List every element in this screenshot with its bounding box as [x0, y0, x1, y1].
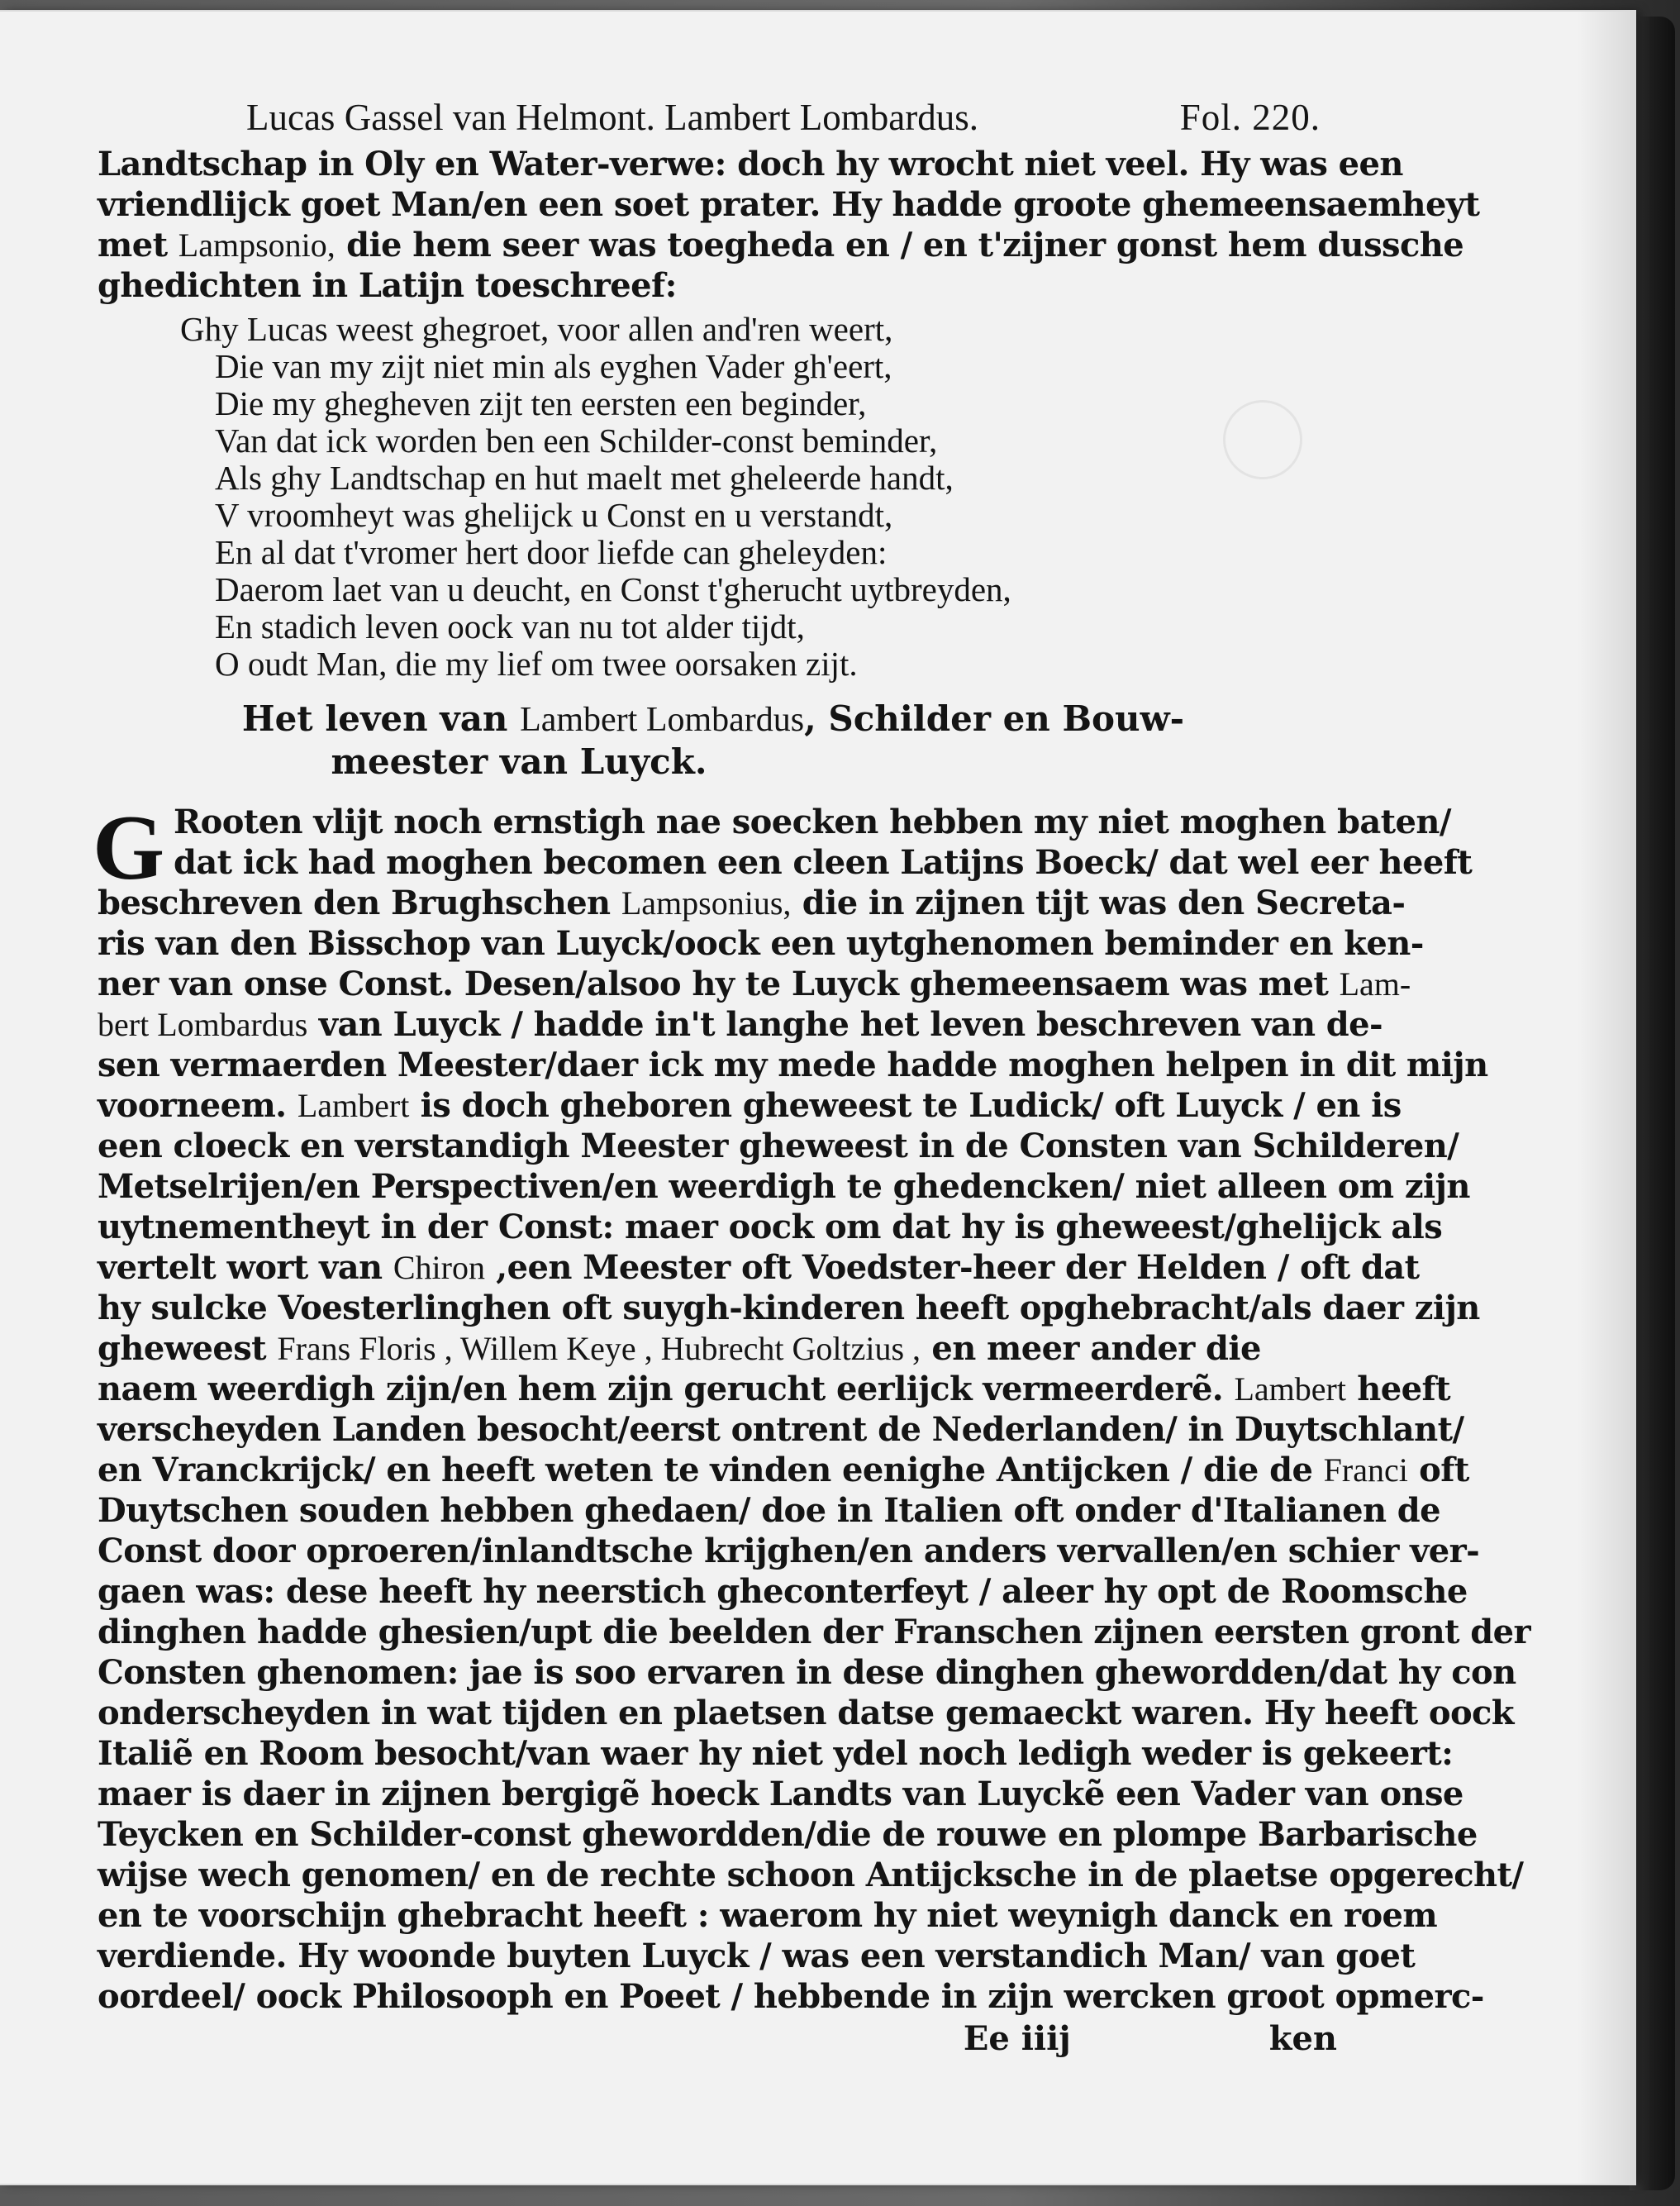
blackletter-text: oordeel/ oock Philosooph en Poeet / hebbende in zijn wercken groot opmerc-	[98, 1977, 1484, 2016]
body-line	[98, 1126, 1459, 1166]
body-line	[98, 964, 1411, 1004]
body-line	[98, 1450, 1469, 1490]
blackletter-text: vriendlijck goet Man/en een soet prater. Hy hadde groote ghemeensaemheyt	[98, 185, 1480, 224]
book-page	[0, 12, 1635, 2184]
verse-line: En al dat t'vromer hert door liefde can gheleyden:	[215, 533, 888, 571]
blackletter-text: heeft	[1345, 1370, 1450, 1408]
body-line	[98, 1369, 1450, 1409]
roman-text: Lampsonius,	[621, 884, 792, 922]
verse-line: O oudt Man, die my lief om twee oorsaken zijt.	[215, 645, 858, 683]
body-line	[98, 1693, 1514, 1733]
poem	[98, 311, 1329, 683]
blackletter-text: van Luyck / hadde in't langhe het leven beschreven van de-	[307, 1005, 1383, 1044]
blackletter-text: gaen was: dese heeft hy neerstich gheconterfeyt / aleer hy opt de Roomsche	[98, 1572, 1468, 1611]
body-line	[98, 842, 1473, 883]
body-text	[93, 797, 1530, 2017]
body-line	[98, 1733, 1454, 1774]
body-line	[98, 1490, 1441, 1531]
blackletter-text: Teycken en Schilder-const ghewordden/die de rouwe en plompe Barbarische	[98, 1815, 1478, 1854]
folio-number: Fol. 220.	[1179, 97, 1321, 138]
blackletter-text: ,een Meester oft Voedster-heer der Helden / oft dat	[484, 1248, 1420, 1287]
body-paragraph	[98, 802, 1530, 2017]
blackletter-text: ner van onse Const. Desen/alsoo hy te Luyck ghemeensaem was met	[98, 965, 1340, 1003]
blackletter-text: en Vranckrijck/ en heeft weten te vinden eenighe Antijcken / die de	[98, 1451, 1324, 1489]
body-line	[98, 1612, 1530, 1652]
verse-line: Als ghy Landtschap en hut maelt met gheleerde handt,	[215, 459, 954, 497]
body-line	[98, 1207, 1443, 1247]
blackletter-text: ghedichten in Latijn toeschreef:	[98, 266, 677, 305]
blackletter-text: vertelt wort van	[98, 1248, 393, 1287]
blackletter-text: onderscheyden in wat tijden en plaetsen datse gemaeckt waren. Hy heeft oock	[98, 1694, 1514, 1732]
verse-line: Die van my zijt niet min als eyghen Vader gh'eert,	[215, 347, 892, 385]
verse-line: Daerom laet van u deucht, en Const t'gherucht uytbreyden,	[215, 570, 1011, 608]
body-line	[98, 1045, 1488, 1085]
drop-cap: G	[93, 797, 165, 899]
heading-name: Lambert Lombardus	[520, 701, 805, 739]
roman-text: bert Lombardus	[98, 1006, 308, 1043]
book-binding-edge	[1630, 17, 1675, 2190]
blackletter-text: is doch gheboren gheweest te Ludick/ oft Luyck / en is	[409, 1086, 1402, 1125]
body-line	[98, 883, 1406, 923]
body-line	[98, 1328, 1329, 1369]
blackletter-text: die in zijnen tijt was den Secreta-	[791, 884, 1406, 922]
intro-paragraph	[98, 144, 1480, 306]
body-line	[98, 1531, 1480, 1571]
blackletter-text: Rooten vlijt noch ernstigh nae soecken hebben my niet moghen baten/	[174, 803, 1451, 841]
blackletter-text: ris van den Bisschop van Luyck/oock een uytghenomen beminder en ken-	[98, 924, 1424, 963]
text-block	[93, 94, 1530, 2060]
blackletter-text: een cloeck en verstandigh Meester gheweest in de Consten van Schilderen/	[98, 1127, 1459, 1165]
blackletter-text: en te voorschijn ghebracht heeft : waerom hy niet weynigh danck en roem	[98, 1896, 1438, 1935]
blackletter-text: Duytschen souden hebben ghedaen/ doe in Italien oft onder d'Italianen de	[98, 1491, 1441, 1530]
blackletter-text: die hem seer was toegheda en / en t'zijner gonst hem dussche	[335, 226, 1464, 264]
blackletter-text: met	[98, 226, 178, 264]
roman-text: Franci	[1323, 1451, 1408, 1489]
verse-line: Ghy Lucas weest ghegroet, voor allen and'ren weert,	[180, 310, 893, 348]
blackletter-text: gheweest	[98, 1329, 278, 1368]
verse-line: Van dat ick worden ben een Schilder-const beminder,	[215, 422, 938, 460]
roman-text: Chiron	[393, 1249, 485, 1286]
roman-text: Lambert	[1234, 1370, 1346, 1408]
body-line	[98, 1288, 1480, 1328]
blackletter-text: beschreven den Brughschen	[98, 884, 621, 922]
blackletter-text: uytnementheyt in der Const: maer oock om dat hy is gheweest/ghelijck als	[98, 1208, 1443, 1246]
blackletter-text: verscheyden Landen besocht/eerst ontrent de Nederlanden/ in Duytschlant/	[98, 1410, 1464, 1449]
blackletter-text: maer is daer in zijnen bergigẽ hoeck Landts van Luyckẽ een Vader van onse	[98, 1775, 1463, 1813]
blackletter-text: Consten ghenomen: jae is soo ervaren in dese dinghen ghewordden/dat hy con	[98, 1653, 1516, 1692]
blackletter-text: voorneem.	[98, 1086, 297, 1125]
blackletter-text: oft	[1407, 1451, 1469, 1489]
verse-line: Die my ghegheven zijt ten eersten een beginder,	[215, 384, 867, 422]
blackletter-text: Landtschap in Oly en Water-verwe: doch hy wrocht niet veel. Hy was een	[98, 145, 1403, 183]
blackletter-text: Const door oproeren/inlandtsche krijghen/en anders vervallen/en schier ver-	[98, 1532, 1480, 1570]
blackletter-text: wijse wech genomen/ en de rechte schoon Antijcksche in de plaetse opgerecht/	[98, 1856, 1524, 1894]
body-line	[98, 1004, 1383, 1045]
blackletter-text: hy sulcke Voesterlinghen oft suygh-kinderen heeft opghebracht/als daer zijn	[98, 1289, 1480, 1327]
body-line	[98, 1855, 1524, 1895]
roman-text: Lampsonio,	[178, 226, 336, 264]
body-line	[98, 923, 1424, 964]
blackletter-text: en meer ander die	[921, 1329, 1261, 1368]
body-line	[98, 1166, 1470, 1207]
body-line	[98, 1085, 1402, 1126]
chapter-heading-line-2: meester van Luyck.	[331, 741, 707, 782]
intro-line	[98, 184, 1480, 225]
blackletter-text: Italiẽ en Room besocht/van waer hy niet ydel noch ledigh weder is gekeert:	[98, 1734, 1454, 1773]
roman-text: Lambert	[297, 1087, 410, 1124]
blackletter-text: dinghen hadde ghesien/upt die beelden der Franschen zijnen eersten gront der	[98, 1613, 1530, 1651]
body-line	[98, 1774, 1463, 1814]
blackletter-text: dat ick had moghen becomen een cleen Latijns Boeck/ dat wel eer heeft	[174, 843, 1473, 882]
intro-line	[98, 225, 1464, 265]
body-line	[98, 1936, 1416, 1976]
signature-mark: Ee iiij	[963, 2019, 1071, 2058]
catchword: ken	[1268, 2019, 1337, 2058]
blackletter-text: verdiende. Hy woonde buyten Luyck / was een verstandich Man/ van goet	[98, 1937, 1416, 1975]
heading-text-a: Het leven van	[241, 698, 521, 739]
roman-text: Frans Floris , Willem Keye , Hubrecht Goltzius ,	[277, 1330, 921, 1367]
page-shadow	[1577, 12, 1635, 2184]
running-head	[98, 94, 1329, 144]
running-head-title: Lucas Gassel van Helmont. Lambert Lombardus.	[246, 97, 979, 138]
verse-line: En stadich leven oock van nu tot alder tijdt,	[215, 607, 805, 646]
body-line	[98, 1976, 1484, 2017]
body-line	[98, 1895, 1438, 1936]
body-line	[98, 1571, 1468, 1612]
page-footer	[98, 2018, 1337, 2060]
intro-line	[98, 144, 1403, 184]
chapter-heading-line-1	[98, 698, 1329, 741]
intro-line	[98, 265, 1329, 306]
blackletter-text: sen vermaerden Meester/daer ick my mede hadde moghen helpen in dit mijn	[98, 1046, 1488, 1084]
blackletter-text: Metselrijen/en Perspectiven/en weerdigh te ghedencken/ niet alleen om zijn	[98, 1167, 1470, 1206]
body-line	[98, 1652, 1516, 1693]
body-line	[98, 1247, 1420, 1288]
verse-line: V vroomheyt was ghelijck u Const en u verstandt,	[215, 496, 893, 534]
body-line	[98, 1409, 1464, 1450]
roman-text: Lam-	[1339, 965, 1411, 1003]
body-line	[98, 802, 1451, 842]
body-line	[98, 1814, 1478, 1855]
blackletter-text: naem weerdigh zijn/en hem zijn gerucht eerlijck vermeerderẽ.	[98, 1370, 1235, 1408]
heading-text-b: , Schilder en Bouw-	[804, 698, 1185, 739]
